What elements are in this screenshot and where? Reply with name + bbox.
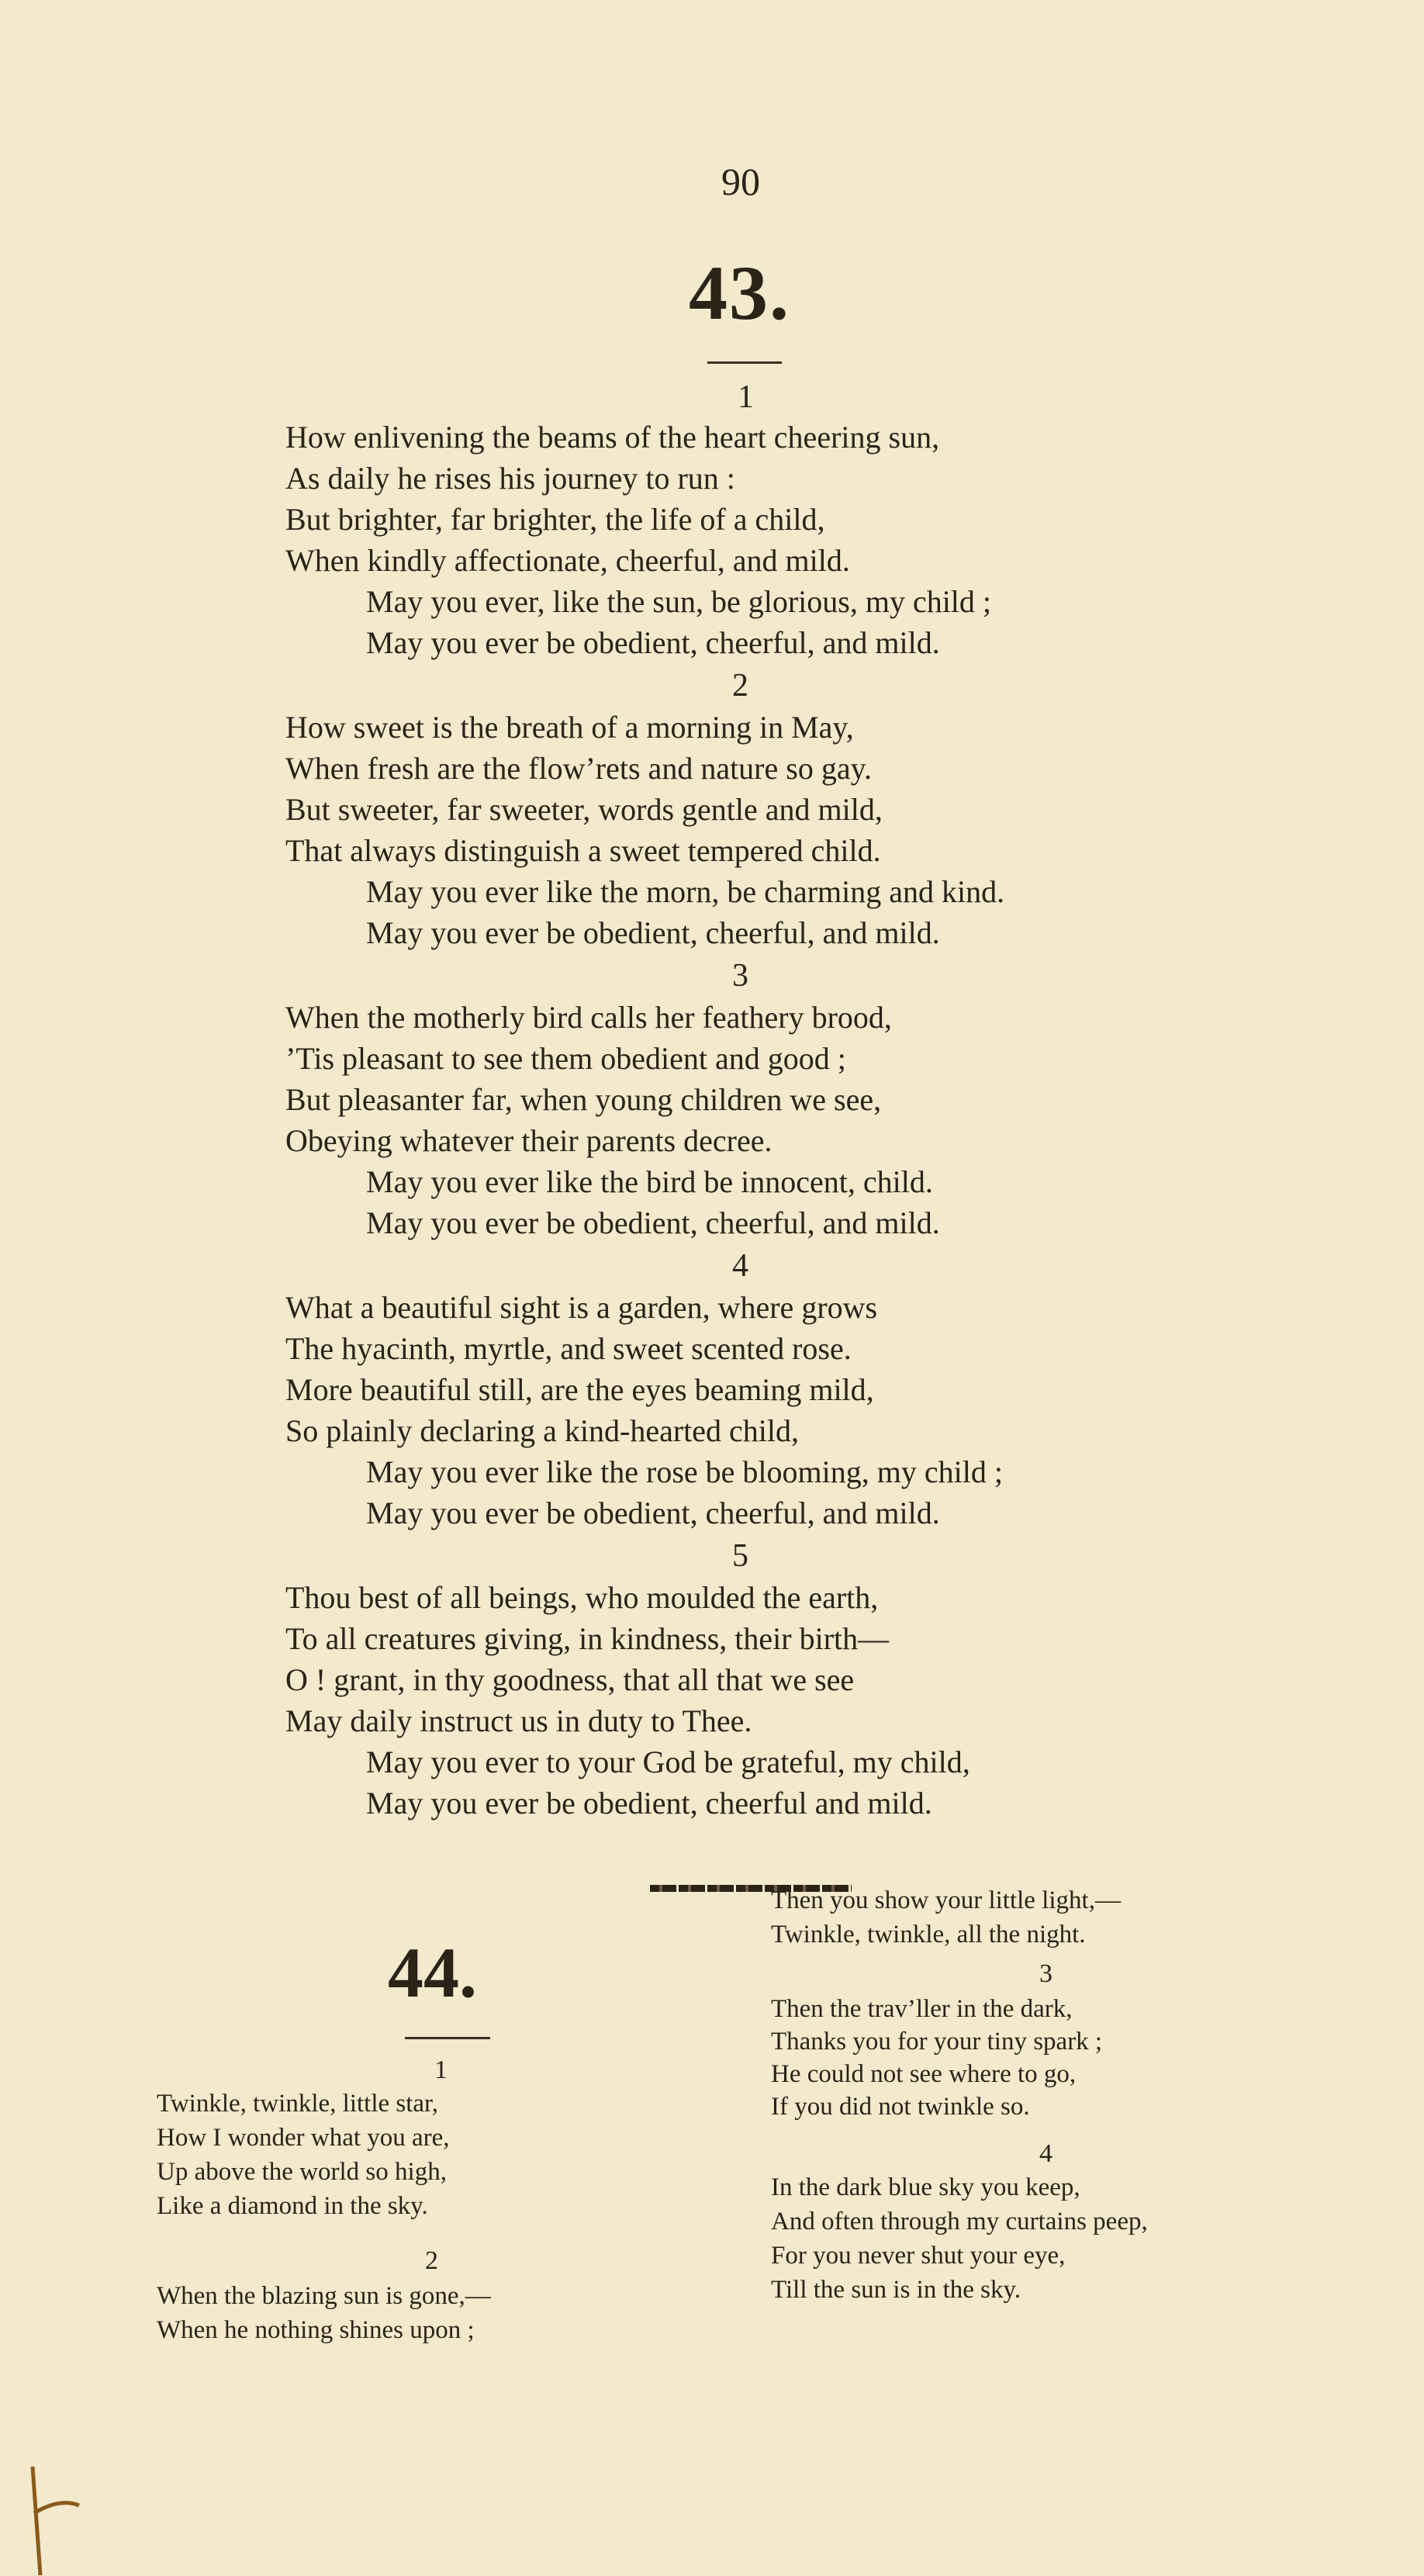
refrain-line: May you ever to your God be grateful, my child, — [366, 1744, 970, 1779]
verse-line: When kindly affectionate, cheerful, and mild. — [285, 543, 850, 578]
verse-line: Then the trav’ller in the dark, — [771, 1995, 1073, 2023]
verse-line: Till the sun is in the sky. — [771, 2276, 1021, 2304]
stanza-number: 3 — [732, 958, 748, 994]
stanza-number: 2 — [425, 2246, 438, 2275]
hymn-number: 44. — [388, 1933, 477, 2012]
stanza-number: 4 — [732, 1248, 748, 1284]
verse-line: O ! grant, in thy goodness, that all that we see — [285, 1662, 855, 1697]
title-rule — [405, 2037, 490, 2039]
verse-line: What a beautiful sight is a garden, where grows — [285, 1290, 878, 1325]
verse-line: When fresh are the flow’rets and nature so gay. — [285, 751, 872, 786]
verse-line: Twinkle, twinkle, all the night. — [771, 1921, 1086, 1948]
verse-line: When the motherly bird calls her feathery brood, — [285, 1000, 892, 1035]
stanza-number: 3 — [1039, 1959, 1052, 1988]
refrain-line: May you ever be obedient, cheerful, and mild. — [366, 625, 940, 660]
verse-line: Like a diamond in the sky. — [157, 2192, 428, 2220]
verse-line: But pleasanter far, when young children we see, — [285, 1082, 882, 1117]
verse-line: But sweeter, far sweeter, words gentle and mild, — [285, 792, 883, 827]
verse-line: Obeying whatever their parents decree. — [285, 1123, 772, 1158]
verse-line: And often through my curtains peep, — [771, 2208, 1148, 2235]
verse-line: May daily instruct us in duty to Thee. — [285, 1703, 752, 1738]
title-rule — [707, 361, 782, 364]
page-number: 90 — [721, 160, 760, 203]
stanza-number: 2 — [732, 668, 748, 704]
refrain-line: May you ever be obedient, cheerful and mild. — [366, 1786, 932, 1820]
refrain-line: May you ever be obedient, cheerful, and mild. — [366, 1495, 940, 1530]
verse-line: How sweet is the breath of a morning in May, — [285, 710, 854, 745]
refrain-line: May you ever like the morn, be charming and kind. — [366, 874, 1005, 909]
verse-line: Thanks you for your tiny spark ; — [771, 2028, 1103, 2056]
verse-line: When the blazing sun is gone,— — [157, 2282, 491, 2310]
refrain-line: May you ever, like the sun, be glorious, my child ; — [366, 584, 992, 619]
verse-line: But brighter, far brighter, the life of a child, — [285, 502, 825, 537]
refrain-line: May you ever be obedient, cheerful, and mild. — [366, 915, 940, 950]
ink-mark — [17, 2459, 87, 2575]
verse-line: So plainly declaring a kind-hearted child, — [285, 1413, 800, 1448]
verse-line: ’Tis pleasant to see them obedient and good ; — [285, 1041, 846, 1076]
hymn-number: 43. — [689, 250, 790, 336]
refrain-line: May you ever like the rose be blooming, my child ; — [366, 1454, 1003, 1489]
verse-line: How I wonder what you are, — [157, 2124, 450, 2152]
stanza-number: 1 — [434, 2056, 448, 2084]
stanza-number: 4 — [1039, 2139, 1052, 2168]
refrain-line: May you ever like the bird be innocent, child. — [366, 1164, 933, 1199]
verse-line: Thou best of all beings, who moulded the earth, — [285, 1580, 879, 1615]
verse-line: More beautiful still, are the eyes beaming mild, — [285, 1372, 874, 1407]
refrain-line: May you ever be obedient, cheerful, and mild. — [366, 1205, 940, 1240]
verse-line: That always distinguish a sweet tempered child. — [285, 833, 881, 868]
verse-line: He could not see where to go, — [771, 2060, 1077, 2088]
verse-line: How enlivening the beams of the heart cheering sun, — [285, 420, 940, 455]
verse-line: The hyacinth, myrtle, and sweet scented rose. — [285, 1331, 852, 1366]
verse-line: As daily he rises his journey to run : — [285, 461, 735, 496]
verse-line: When he nothing shines upon ; — [157, 2316, 475, 2344]
verse-line: In the dark blue sky you keep, — [771, 2173, 1080, 2201]
verse-line: Then you show your little light,— — [771, 1886, 1121, 1914]
stanza-number: 5 — [732, 1538, 748, 1574]
verse-line: Up above the world so high, — [157, 2158, 447, 2186]
verse-line: Twinkle, twinkle, little star, — [157, 2090, 438, 2118]
verse-line: For you never shut your eye, — [771, 2242, 1066, 2270]
stanza-number: 1 — [738, 379, 754, 415]
verse-line: To all creatures giving, in kindness, their birth— — [285, 1621, 890, 1656]
verse-line: If you did not twinkle so. — [771, 2093, 1030, 2121]
